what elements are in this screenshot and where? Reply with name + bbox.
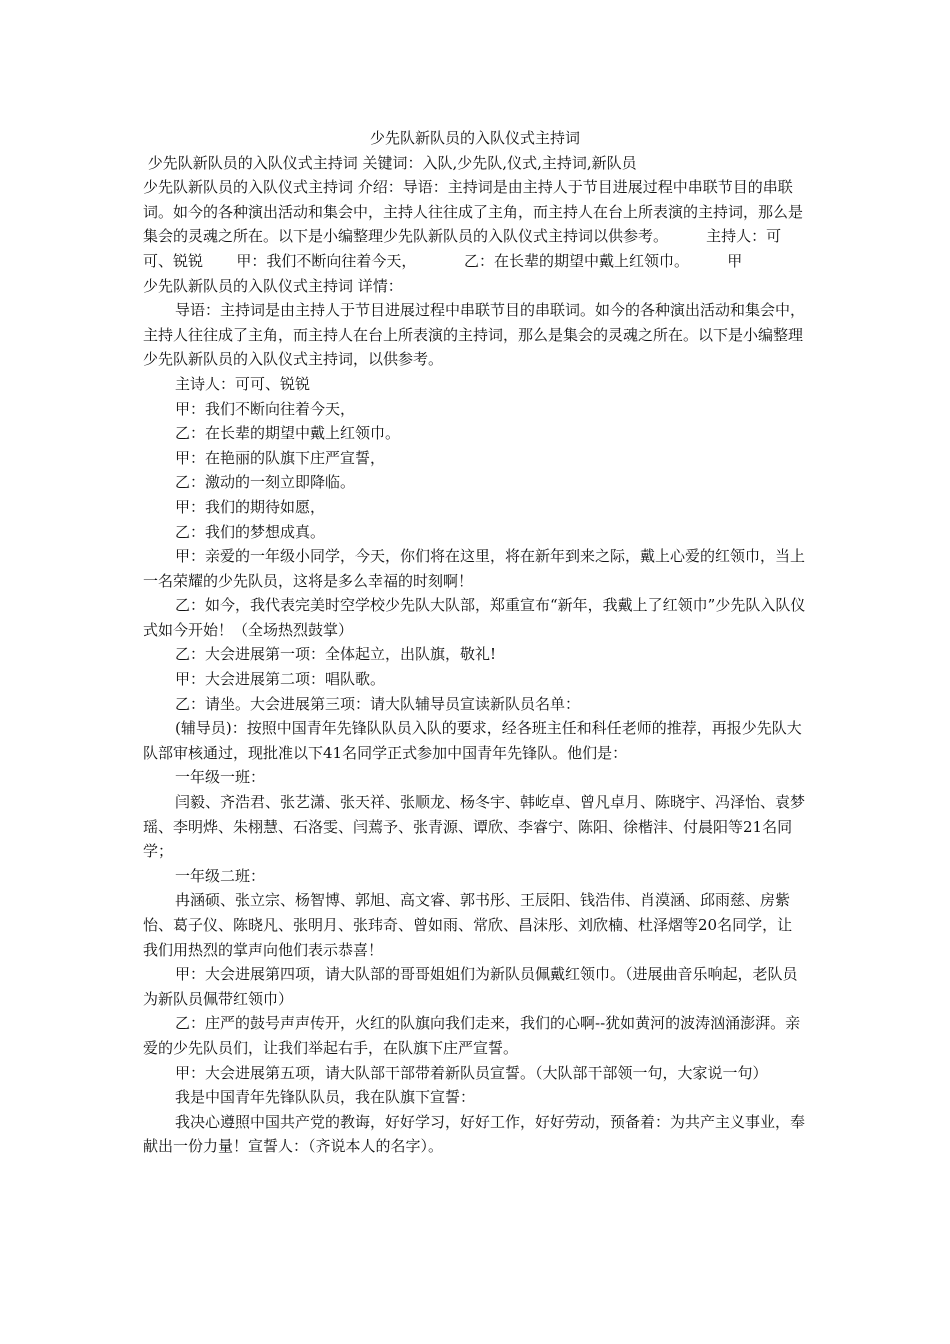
paragraph-line: 甲：大会进展第五项，请大队部干部带着新队员宣誓。（大队部干部领一句，大家说一句） <box>175 1063 768 1082</box>
document-body <box>143 126 807 1159</box>
paragraph-lead: 导语：主持词是由主持人于节目进展过程中串联节目的串联词。如今的各种演出活动和集会中，主持人往往成了主角，而主持人在台上所表演的主持词，那么是集会的灵魂之所在。以下是小编整理少先队新队员的入队仪式主持词，以供参考。 <box>143 301 806 369</box>
intro-paragraph: 少先队新队员的入队仪式主持词 介绍：导语：主持词是由主持人于节目进展过程中串联节目的串联词。如今的各种演出活动和集会中，主持人往往成了主角，而主持人在台上所表演的主持词，那么是集会的灵魂之所在。以下是小编整理少先队新队员的入队仪式主持词以供参考。 主持人：可可、锐锐 甲：我们不断向往着今天， 乙：在长辈的期望中戴上红领巾。 甲 <box>143 178 804 270</box>
paragraph-line: 甲：我们不断向往着今天， <box>175 399 356 418</box>
paragraph-line: 乙：在长辈的期望中戴上红领巾。 <box>175 424 401 443</box>
paragraph-line: (辅导员)：按照中国青年先锋队队员入队的要求，经各班主任和科任老师的推荐，再报少先队大队部审核通过，现批准以下41名同学正式参加中国青年先锋队。他们是： <box>143 719 802 762</box>
paragraph-line: 乙：请坐。大会进展第三项：请大队辅导员宣读新队员名单： <box>175 694 581 713</box>
name-list: 冉涵硕、张立宗、杨智博、郭旭、高文睿、郭书彤、王辰阳、钱浩伟、肖漠涵、邱雨慈、房紫怡、葛子仪、陈晓凡、张明月、张玮奇、曾如雨、常欣、昌沫彤、刘欣楠、杜泽熠等20名同学，让我们用热烈的掌声向他们表示恭喜！ <box>143 891 793 959</box>
details-label: 少先队新队员的入队仪式主持词 详情： <box>143 276 403 295</box>
document-title: 少先队新队员的入队仪式主持词 <box>369 129 580 147</box>
oath-heading: 我是中国青年先锋队队员，我在队旗下宣誓： <box>175 1088 476 1107</box>
keywords-line: 少先队新队员的入队仪式主持词 关键词：入队,少先队,仪式,主持词,新队员 <box>143 153 637 172</box>
oath-text: 我决心遵照中国共产党的教诲，好好学习，好好工作，好好劳动，预备着：为共产主义事业，奉献出一份力量！宣誓人：（齐说本人的名字）。 <box>143 1112 806 1156</box>
paragraph-line: 甲：大会进展第二项：唱队歌。 <box>175 670 386 689</box>
paragraph-hosts: 主诗人：可可、锐锐 <box>175 374 311 393</box>
paragraph-line: 乙：激动的一刻立即降临。 <box>175 473 356 492</box>
paragraph-line: 乙：我们的梦想成真。 <box>175 522 326 541</box>
class-heading: 一年级一班： <box>175 768 266 787</box>
paragraph-line: 甲：我们的期待如愿， <box>175 497 326 516</box>
paragraph-line: 乙：庄严的鼓号声声传开，火红的队旗向我们走来，我们的心啊--犹如黄河的波涛汹涌澎湃。亲爱的少先队员们，让我们举起右手，在队旗下庄严宣誓。 <box>143 1014 801 1057</box>
paragraph-line: 甲：在艳丽的队旗下庄严宣誓， <box>175 448 386 467</box>
class-heading: 一年级二班： <box>175 866 266 885</box>
paragraph-line: 乙：大会进展第一项：全体起立，出队旗，敬礼! <box>175 645 497 664</box>
paragraph-line: 乙：如今，我代表完美时空学校少先队大队部，郑重宣布“新年，我戴上了红领巾”少先队入队仪式如今开始！（全场热烈鼓掌） <box>143 596 806 639</box>
name-list: 闫毅、齐浩君、张艺潇、张天祥、张顺龙、杨冬宇、韩屹卓、曾凡卓月、陈晓宇、冯泽怡、袁梦瑶、李明烨、朱栩慧、石洛雯、闫蔫予、张青源、谭欣、李睿宁、陈阳、徐楷沣、付晨阳等21名同学； <box>143 793 806 861</box>
paragraph-line: 甲：大会进展第四项，请大队部的哥哥姐姐们为新队员佩戴红领巾。（进展曲音乐响起，老队员为新队员佩带红领巾） <box>143 965 798 1008</box>
paragraph-line: 甲：亲爱的一年级小同学，今天，你们将在这里，将在新年到来之际，戴上心爱的红领巾，当上一名荣耀的少先队员，这将是多么幸福的时刻啊！ <box>143 547 806 590</box>
